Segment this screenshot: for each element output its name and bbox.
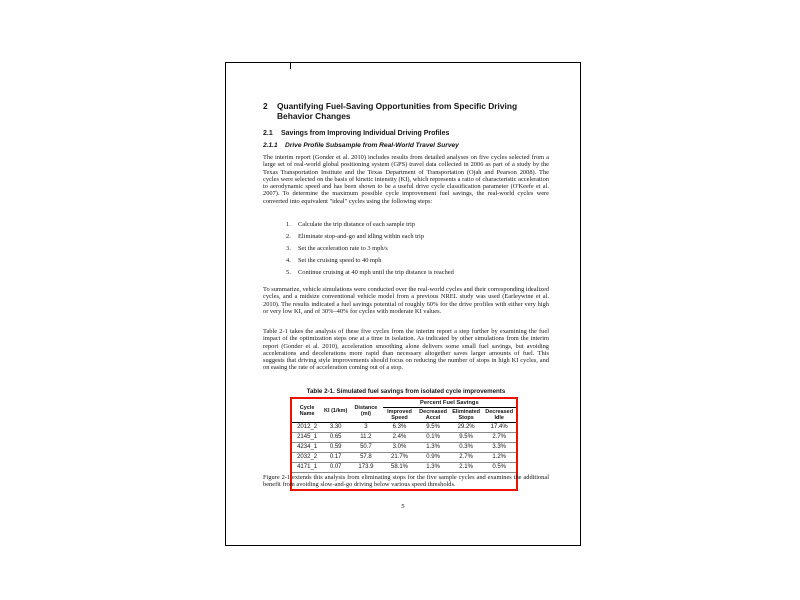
table-cell: 58.1% bbox=[383, 463, 417, 473]
table-cell: 0.59 bbox=[322, 443, 349, 453]
section-number: 2 bbox=[263, 101, 268, 111]
col-header-distance: Distance (mi) bbox=[349, 399, 383, 423]
table-cell: 0.17 bbox=[322, 453, 349, 463]
list-item-number: 5. bbox=[286, 269, 291, 276]
paragraph-figure: Figure 2-1 extends this analysis from eliminating stops for the five sample cycles and examines the additional benefit from avoiding slow-and-go driving below various speed thresholds. bbox=[263, 474, 549, 489]
list-item bbox=[286, 221, 526, 228]
table-cell: 0.65 bbox=[322, 433, 349, 443]
table-cell: 3.3% bbox=[482, 443, 516, 453]
table-cell: 50.7 bbox=[349, 443, 383, 453]
table-cell: 3.0% bbox=[383, 443, 417, 453]
list-item-text: Calculate the trip distance of each sample trip bbox=[298, 221, 415, 228]
table-cell: 2.4% bbox=[383, 433, 417, 443]
section-title: Quantifying Fuel-Saving Opportunities from Specific Driving Behavior Changes bbox=[277, 101, 518, 121]
table-cell: 4234_1 bbox=[292, 443, 322, 453]
table-cell: 0.3% bbox=[450, 443, 482, 453]
page-number: 5 bbox=[401, 503, 405, 510]
table-cell: 1.3% bbox=[416, 463, 450, 473]
table-cell: 1.3% bbox=[416, 443, 450, 453]
table-cell: 0.07 bbox=[322, 463, 349, 473]
subsubsection-heading bbox=[263, 142, 549, 150]
table-cell: 2.7% bbox=[450, 453, 482, 463]
ideal-cycle-steps-list bbox=[286, 221, 526, 281]
table-cell: 1.2% bbox=[482, 453, 516, 463]
subsubsection-title: Drive Profile Subsample from Real-World Travel Survey bbox=[285, 142, 459, 149]
list-item bbox=[286, 245, 526, 252]
list-item-text: Continue cruising at 40 mph until the trip distance is reached bbox=[298, 269, 454, 276]
table-cell: 3.30 bbox=[322, 423, 349, 433]
table-caption: Table 2-1. Simulated fuel savings from isolated cycle improvements bbox=[306, 388, 506, 395]
table-cell: 29.2% bbox=[450, 423, 482, 433]
table-cell: 2145_1 bbox=[292, 433, 322, 443]
table-cell: 9.5% bbox=[416, 423, 450, 433]
subsection-title: Savings from Improving Individual Driving Profiles bbox=[281, 130, 450, 137]
list-item-number: 3. bbox=[286, 245, 291, 252]
subsection-heading bbox=[263, 130, 549, 138]
subsubsection-number: 2.1.1 bbox=[263, 142, 278, 149]
table-cell: 6.3% bbox=[383, 423, 417, 433]
paragraph-summary: To summarize, vehicle simulations were conducted over the real-world cycles and their corresponding idealized cycles, and a midsize conventional vehicle model from a previous NREL study was used (Earleywine et al. 2010). The results indicated a fuel savings potential of roughly 60% for the drive profiles with either very high or very low KI, and of 30%–40% for cycles with moderate KI values. bbox=[263, 286, 549, 315]
paragraph-table-discussion: Table 2-1 takes the analysis of these five cycles from the interim report a step further by examining the fuel impact of the optimization steps one at a time in isolation. As indicated by other simulations from the interim report (Gonder et al. 2010), acceleration smoothing alone delivers some small fuel savings, but avoiding accelerations and decelerations more rapid than necessary altogether saves larger amounts of fuel. This suggests that driving style improvements should focus on reducing the number of stops in high KI cycles, and on easing the rate of acceleration coming out of a stop. bbox=[263, 328, 549, 372]
list-item-text: Set the cruising speed to 40 mph bbox=[298, 257, 382, 264]
fuel-table-body bbox=[292, 423, 516, 473]
col-header-ki: KI (1/km) bbox=[322, 399, 349, 423]
table-header bbox=[292, 399, 516, 423]
paragraph-intro: The interim report (Gonder et al. 2010) includes results from detailed analyses on five cycles selected from a large set of real-world global positioning system (GPS) travel data collected in 2006 as part of a study by the Texas Transportation Institute and the Texas Department of Transportation (Ojah and Pearson 2008). The cycles were selected on the basis of kinetic intensity (KI), which represents a ratio of characteristic acceleration to aerodynamic speed and has been shown to be a useful drive cycle classification parameter (O'Keefe et al. 2007). To determine the maximum possible cycle improvement fuel savings, the real-world cycles were converted into equivalent "ideal" cycles using the following steps: bbox=[263, 154, 549, 205]
table-cell: 11.2 bbox=[349, 433, 383, 443]
list-item-text: Eliminate stop-and-go and idling within each trip bbox=[298, 233, 425, 240]
list-item-number: 2. bbox=[286, 233, 291, 240]
table-row bbox=[292, 443, 516, 453]
table-cell: 2012_2 bbox=[292, 423, 322, 433]
table-row bbox=[292, 433, 516, 443]
table-cell: 3 bbox=[349, 423, 383, 433]
list-item bbox=[286, 269, 526, 276]
table-row bbox=[292, 423, 516, 433]
table-cell: 0.1% bbox=[416, 433, 450, 443]
table-cell: 2.1% bbox=[450, 463, 482, 473]
col-header-decreased-accel: Decreased Accel bbox=[416, 408, 450, 423]
table-cell: 2.7% bbox=[482, 433, 516, 443]
list-item-text: Set the acceleration rate to 3 mph/s bbox=[298, 245, 388, 252]
table-cell: 57.8 bbox=[349, 453, 383, 463]
fuel-savings-table bbox=[292, 399, 516, 473]
section-heading bbox=[263, 102, 549, 121]
table-cell: 4171_1 bbox=[292, 463, 322, 473]
table-cell: 0.5% bbox=[482, 463, 516, 473]
col-group-header-percent-fuel-savings: Percent Fuel Savings bbox=[383, 399, 516, 408]
table-cell: 0.9% bbox=[416, 453, 450, 463]
list-item-number: 4. bbox=[286, 257, 291, 264]
page-edge-tick bbox=[290, 63, 291, 69]
table-cell: 17.4% bbox=[482, 423, 516, 433]
col-header-decreased-idle: Decreased Idle bbox=[482, 408, 516, 423]
table-cell: 2032_2 bbox=[292, 453, 322, 463]
table-row bbox=[292, 453, 516, 463]
document-page bbox=[225, 62, 581, 546]
table-row bbox=[292, 463, 516, 473]
col-header-eliminated-stops: Eliminated Stops bbox=[450, 408, 482, 423]
table-cell: 9.5% bbox=[450, 433, 482, 443]
col-header-cycle-name: Cycle Name bbox=[292, 399, 322, 423]
col-header-improved-speed: Improved Speed bbox=[383, 408, 417, 423]
table-cell: 173.9 bbox=[349, 463, 383, 473]
list-item bbox=[286, 257, 526, 264]
list-item-number: 1. bbox=[286, 221, 291, 228]
list-item bbox=[286, 233, 526, 240]
subsection-number: 2.1 bbox=[263, 130, 273, 137]
table-cell: 21.7% bbox=[383, 453, 417, 463]
